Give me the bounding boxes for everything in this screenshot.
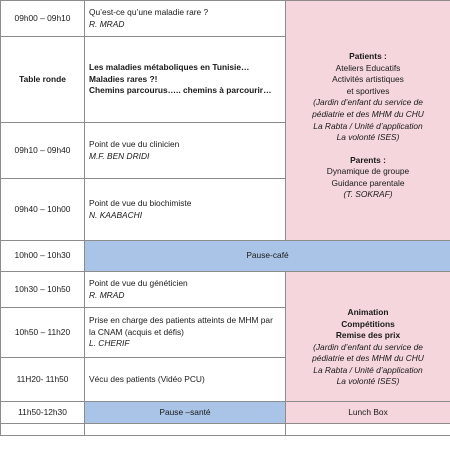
talk-cell: [85, 272, 286, 308]
talk-speaker: R. MRAD: [89, 289, 125, 300]
time-cell: 10h50 – 11h20: [1, 308, 85, 358]
side-heading: Remise des prix: [335, 330, 401, 341]
side-note: La volonté ISES): [336, 132, 400, 143]
time-cell: 11h50-12h30: [1, 402, 85, 424]
blank-cell: [85, 424, 286, 436]
talk-title: Prise en charge des patients atteints de MHM par la CNAM (acquis et défis): [89, 315, 273, 337]
talk-title: Vécu des patients (Vidéo PCU): [89, 373, 205, 384]
table-row: [1, 424, 450, 436]
round-table-line: Chemins parcourus….. chemins à parcourir…: [89, 85, 272, 96]
talk-title: Point de vue du généticien: [89, 277, 188, 288]
side-line: Guidance parentale: [331, 177, 405, 188]
time-cell: 11H20- 11h50: [1, 358, 85, 402]
time-cell: Table ronde: [1, 37, 85, 123]
time-cell: 09h40 – 10h00: [1, 179, 85, 241]
talk-title: Qu’est-ce qu’une maladie rare ?: [89, 6, 209, 17]
time-cell: 10h00 – 10h30: [1, 241, 85, 272]
talk-speaker: M.F. BEN DRIDI: [89, 150, 150, 161]
side-note: La Rabta / Unité d’application: [313, 364, 423, 375]
talk-speaker: N. KAABACHI: [89, 209, 143, 220]
side-heading: Parents :: [350, 154, 386, 165]
break-cell: Pause-café: [85, 241, 450, 272]
talk-cell: [85, 358, 286, 402]
side-activities-morning: [286, 1, 450, 241]
blank-cell: [286, 424, 450, 436]
blank-cell: [1, 424, 85, 436]
side-line: Dynamique de groupe: [326, 166, 410, 177]
time-cell: 10h30 – 10h50: [1, 272, 85, 308]
time-cell: 09h00 – 09h10: [1, 1, 85, 37]
break-cell: Pause –santé: [85, 402, 286, 424]
table-row: [1, 1, 450, 37]
talk-cell: [85, 1, 286, 37]
round-table-line: Maladies rares ?!: [89, 73, 158, 84]
side-note: La volonté ISES): [336, 376, 400, 387]
side-note: pédiatrie et des MHM du CHU: [312, 108, 424, 119]
talk-title: Point de vue du biochimiste: [89, 197, 192, 208]
side-activities-afternoon: [286, 272, 450, 402]
side-heading: Animation: [347, 306, 389, 317]
talk-cell: [85, 179, 286, 241]
side-heading: Compétitions: [341, 318, 395, 329]
side-note: (T. SOKRAF): [343, 189, 393, 200]
talk-title: Point de vue du clinicien: [89, 138, 180, 149]
table-row: [1, 272, 450, 308]
table-row: [1, 241, 450, 272]
side-line: Ateliers Educatifs: [335, 62, 401, 73]
side-note: (Jardin d’enfant du service de: [313, 341, 423, 352]
side-heading: Patients :: [349, 50, 387, 61]
round-table-line: Les maladies métaboliques en Tunisie…: [89, 62, 250, 73]
side-line: Activités artistiques: [332, 74, 404, 85]
side-note: pédiatrie et des MHM du CHU: [312, 353, 424, 364]
side-note: La Rabta / Unité d’application: [313, 120, 423, 131]
table-row: [1, 402, 450, 424]
talk-cell: [85, 123, 286, 179]
lunch-cell: Lunch Box: [286, 402, 450, 424]
round-table-cell: [85, 37, 286, 123]
side-note: (Jardin d’enfant du service de: [313, 97, 423, 108]
talk-speaker: R. MRAD: [89, 18, 125, 29]
time-cell: 09h10 – 09h40: [1, 123, 85, 179]
talk-speaker: L. CHERIF: [89, 338, 130, 349]
side-line: et sportives: [346, 85, 390, 96]
talk-cell: [85, 308, 286, 358]
